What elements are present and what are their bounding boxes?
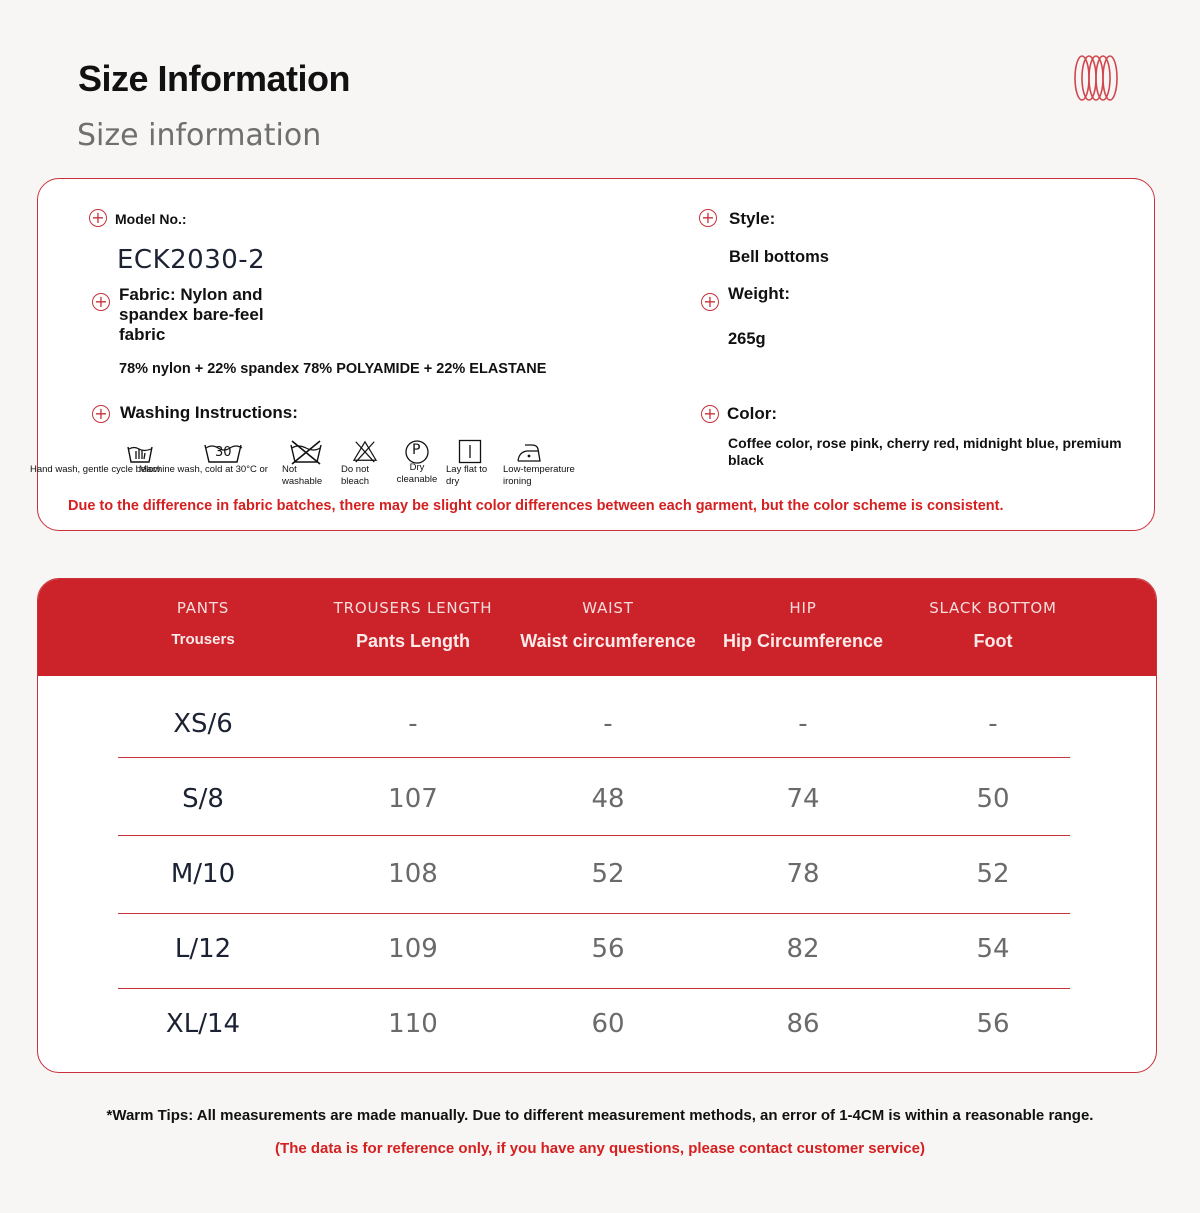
model-value: ECK2030-2 <box>117 245 266 275</box>
plus-circle-icon: + <box>89 209 107 227</box>
size-cell: M/10 <box>170 859 236 889</box>
column-header-hip: HIP <box>789 599 817 617</box>
row-divider <box>118 757 1070 758</box>
weight-label: Weight: <box>728 284 791 303</box>
hip-cell: 78 <box>786 859 820 889</box>
column-subheader-length: Pants Length <box>355 631 470 651</box>
table-header <box>38 579 1156 676</box>
weight-value: 265g <box>728 330 766 348</box>
column-header-length: TROUSERS LENGTH <box>333 599 493 617</box>
color-difference-notice: Due to the difference in fabric batches, there may be slight color differences between each garment, but the color scheme is consistent. <box>68 498 1004 514</box>
hip-cell: 74 <box>786 784 820 814</box>
wash-caption-machine: Machine wash, cold at 30°C or <box>139 464 268 475</box>
hip-cell: 86 <box>786 1009 820 1039</box>
wash-caption-hand: Hand wash, gentle cycle below <box>30 464 161 475</box>
size-cell: S/8 <box>182 784 224 814</box>
style-label: Style: <box>729 209 776 228</box>
not-washable-icon <box>288 439 324 465</box>
column-subheader-foot: Foot <box>973 631 1013 651</box>
size-table <box>37 578 1157 1073</box>
fabric-composition: 78% nylon + 22% spandex 78% POLYAMIDE + 22% ELASTANE <box>119 361 547 377</box>
row-divider <box>118 988 1070 989</box>
column-subheader-waist: Waist circumference <box>520 631 696 651</box>
waist-cell: 60 <box>591 1009 625 1039</box>
product-info-card <box>30 178 1155 531</box>
waist-cell: 56 <box>591 934 625 964</box>
wash-caption-not-washable: Not washable <box>282 464 323 487</box>
length-cell: 109 <box>388 934 438 964</box>
column-subheader-hip: Hip Circumference <box>722 631 884 651</box>
foot-cell: 54 <box>976 934 1010 964</box>
warm-tips: *Warm Tips: All measurements are made manually. Due to different measurement methods, an error of 1-4CM is within a reasonable range. <box>106 1107 1094 1124</box>
foot-cell: 56 <box>976 1009 1010 1039</box>
length-cell: 110 <box>388 1009 438 1039</box>
row-divider <box>118 835 1070 836</box>
model-label: Model No.: <box>115 211 187 227</box>
wash-caption-dry-clean: Dry cleanable <box>396 462 438 485</box>
size-cell: XL/14 <box>165 1009 241 1039</box>
page-title: Size Information <box>78 58 351 99</box>
size-cell: XS/6 <box>173 709 233 739</box>
hip-cell: 82 <box>786 934 820 964</box>
waist-cell: 52 <box>591 859 625 889</box>
length-cell: - <box>408 709 418 739</box>
column-header-size: PANTS <box>176 599 230 617</box>
color-options: Coffee color, rose pink, cherry red, midnight blue, premium black <box>728 435 1122 468</box>
washing-label: Washing Instructions: <box>120 403 298 422</box>
wash-caption-lay-flat: Lay flat to dry <box>446 464 488 487</box>
length-cell: 108 <box>388 859 438 889</box>
dry-clean-letter: P <box>412 442 421 458</box>
row-divider <box>118 913 1070 914</box>
style-value: Bell bottoms <box>729 248 829 266</box>
foot-cell: 50 <box>976 784 1010 814</box>
wash-caption-iron: Low-temperature ironing <box>503 464 575 487</box>
page-subtitle: Size information <box>77 118 322 153</box>
low-temp-iron-icon <box>515 439 543 465</box>
hand-wash-icon <box>126 441 154 465</box>
waist-cell: 48 <box>591 784 625 814</box>
length-cell: 107 <box>388 784 438 814</box>
brand-logo-icon <box>1072 54 1120 102</box>
do-not-bleach-icon <box>351 439 379 463</box>
foot-cell: 52 <box>976 859 1010 889</box>
hip-cell: - <box>798 709 808 739</box>
plus-circle-icon: + <box>701 405 719 423</box>
wash-temperature: 30 <box>215 445 232 460</box>
column-header-foot: SLACK BOTTOM <box>929 599 1057 617</box>
plus-circle-icon: + <box>92 405 110 423</box>
reference-note: (The data is for reference only, if you have any questions, please contact customer service) <box>275 1140 925 1157</box>
waist-cell: - <box>603 709 613 739</box>
plus-circle-icon: + <box>701 293 719 311</box>
size-cell: L/12 <box>174 934 232 964</box>
plus-circle-icon: + <box>92 293 110 311</box>
plus-circle-icon: + <box>699 209 717 227</box>
color-label: Color: <box>727 404 778 423</box>
column-header-waist: WAIST <box>582 599 634 617</box>
fabric-label: Fabric: Nylon and spandex bare-feel fabric <box>119 285 264 344</box>
foot-cell: - <box>988 709 998 739</box>
lay-flat-dry-icon <box>458 439 482 465</box>
wash-caption-no-bleach: Do not bleach <box>341 464 369 487</box>
column-subheader-size: Trousers <box>171 631 235 648</box>
